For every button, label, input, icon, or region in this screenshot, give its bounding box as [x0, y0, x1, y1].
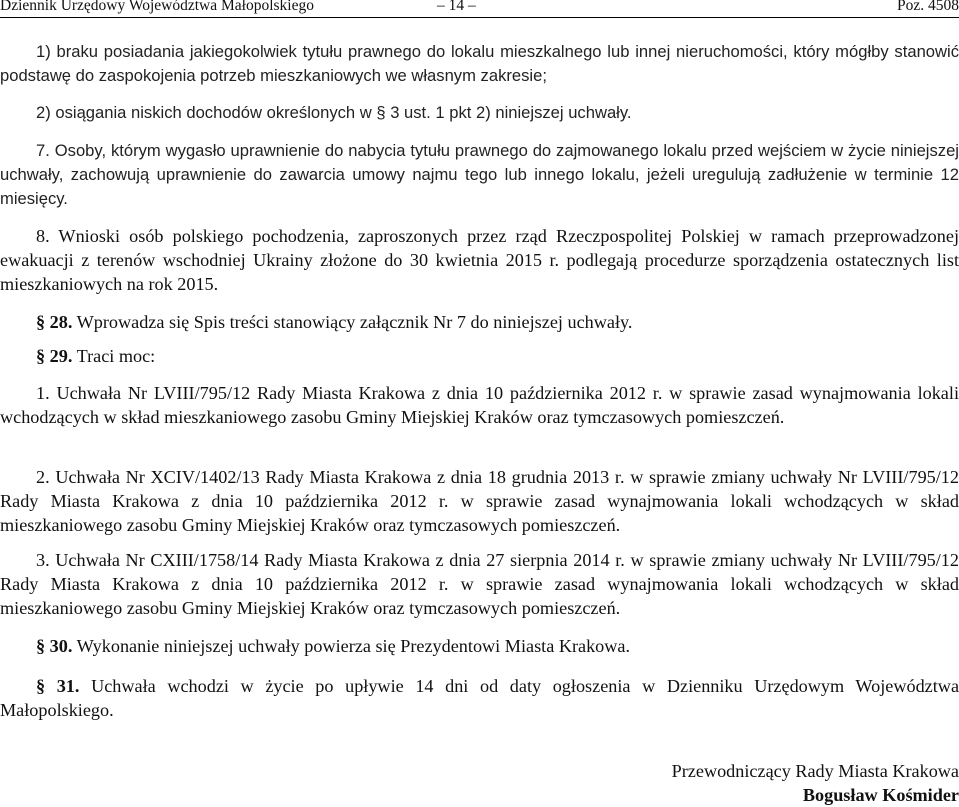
list-item-1: 1) braku posiadania jakiegokolwiek tytułu prawnego do lokalu mieszkalnego lub innej nieruchomości, który mógłby stanowić podstawę do zaspokojenia potrzeb mieszkaniowych we własnym zakresie;: [0, 42, 959, 85]
section-31: [0, 674, 959, 722]
signature-name: Bogusław Kośmider: [802, 785, 959, 805]
section-31-number: § 31.: [36, 676, 80, 696]
page-number: – 14 –: [437, 0, 476, 14]
repealed-item-3: 3. Uchwała Nr CXIII/1758/14 Rady Miasta Krakowa z dnia 27 sierpnia 2014 r. w sprawie zmiany uchwały Nr LVIII/795/12 Rady Miasta Krakowa z dnia 10 października 2012 r. w sprawie zasad wynajmowania lokali wchodzących w skład mieszkaniowego zasobu Gminy Miejskiej Kraków oraz tymczasowych pomieszczeń.: [0, 550, 959, 618]
paragraph-8: 8. Wnioski osób polskiego pochodzenia, zaproszonych przez rząd Rzeczpospolitej Polskiej w ramach przeprowadzonej ewakuacji z terenów wschodniej Ukrainy złożone do 30 kwietnia 2015 r. podlegają procedurze sporządzenia ostatecznych list mieszkaniowych na rok 2015.: [0, 226, 959, 294]
journal-title: Dziennik Urzędowy Województwa Małopolskiego: [0, 0, 314, 14]
list-item-2: 2) osiągania niskich dochodów określonych w § 3 ust. 1 pkt 2) niniejszej uchwały.: [36, 103, 632, 122]
section-29-text: Traci moc:: [76, 346, 156, 366]
repealed-item-2: 2. Uchwała Nr XCIV/1402/13 Rady Miasta Krakowa z dnia 18 grudnia 2013 r. w sprawie zmiany uchwały Nr LVIII/795/12 Rady Miasta Krakowa z dnia 10 października 2012 r. w sprawie zasad wynajmowania lokali wchodzących w skład mieszkaniowego zasobu Gminy Miejskiej Kraków oraz tymczasowych pomieszczeń.: [0, 467, 959, 535]
position-number: Poz. 4508: [897, 0, 959, 14]
section-30-text: Wykonanie niniejszej uchwały powierza się Prezydentowi Miasta Krakowa.: [76, 636, 631, 656]
section-30-number: § 30.: [36, 636, 73, 656]
paragraph-7: 7. Osoby, którym wygasło uprawnienie do nabycia tytułu prawnego do zajmowanego lokalu przed wejściem w życie niniejszej uchwały, zachowują uprawnienie do zawarcia umowy najmu tego lub innego lokalu, jeżeli uregulują zadłużenie w terminie 12 miesięcy.: [0, 141, 959, 208]
section-28-number: § 28.: [36, 312, 73, 332]
signature-name-wrap: [0, 783, 959, 807]
section-29: [0, 344, 959, 368]
page-header: [0, 0, 959, 18]
signature-title: Przewodniczący Rady Miasta Krakowa: [671, 761, 959, 781]
section-28-text: Wprowadza się Spis treści stanowiący załącznik Nr 7 do niniejszej uchwały.: [76, 312, 633, 332]
repealed-item-1: 1. Uchwała Nr LVIII/795/12 Rady Miasta Krakowa z dnia 10 października 2012 r. w sprawie zasad wynajmowania lokali wchodzących w skład mieszkaniowego zasobu Gminy Miejskiej Kraków oraz tymczasowych pomieszczeń.: [0, 383, 959, 427]
section-28: [0, 310, 959, 334]
section-31-text: Uchwała wchodzi w życie po upływie 14 dni od daty ogłoszenia w Dzienniku Urzędowym Województwa Małopolskiego.: [0, 676, 959, 720]
section-29-number: § 29.: [36, 346, 73, 366]
section-30: [0, 634, 959, 658]
